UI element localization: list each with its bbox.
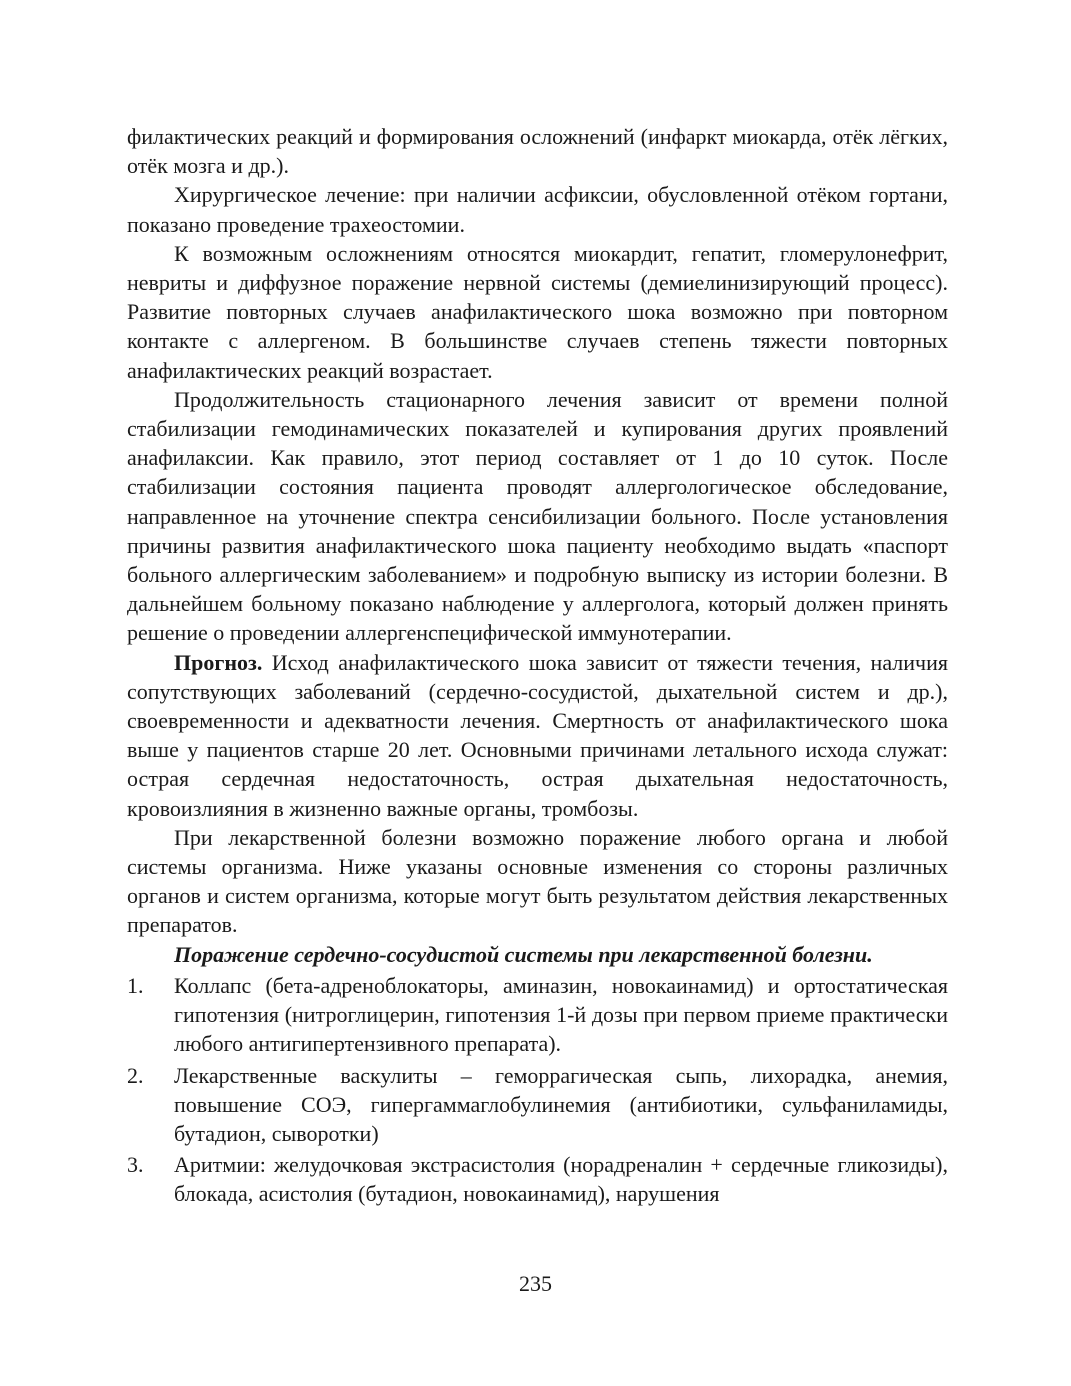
paragraph-continuation: филактических реакций и формирования осложнений (инфаркт миокарда, отёк лёгких, отёк мозга и др.). (127, 124, 948, 179)
page-body (127, 122, 948, 1209)
list-item-number: 1. (127, 972, 144, 998)
list-item (127, 1061, 948, 1149)
prognosis-text: Исход анафилактического шока зависит от тяжести течения, наличия сопутствующих заболеваний (сердечно-сосудистой, дыхательной систем и др.), своевременности и адекватности лечения. Смертность от анафилактического шока выше у пациентов старше 20 лет. Основными причинами летального исхода служат: острая сердечная недостаточность, острая дыхательная недостаточность, кровоизлияния в жизненно важные органы, тромбозы. (127, 649, 948, 821)
list-item-text: Лекарственные васкулиты – геморрагическая сыпь, лихорадка, анемия, повышение СОЭ, гипергаммаглобулинемия (антибиотики, сульфаниламиды, бутадион, сыворотки) (174, 1062, 948, 1146)
list-item (127, 971, 948, 1059)
list-item-number: 3. (127, 1152, 144, 1178)
list-item-text: Коллапс (бета-адреноблокаторы, аминазин, новокаинамид) и ортостатическая гипотензия (нитроглицерин, гипотензия 1-й дозы при первом приеме практически любого антигипертензивного препарата). (174, 972, 948, 1057)
paragraph-prognosis (127, 648, 948, 823)
paragraph-drug-disease: При лекарственной болезни возможно поражение любого органа и любой системы организма. Ниже указаны основные изменения со стороны различных органов и систем организма, которые могут быть результатом действия лекарственных препаратов. (127, 824, 948, 938)
section-heading: Поражение сердечно-сосудистой системы при лекарственной болезни. (174, 941, 873, 967)
page-number: 235 (519, 1271, 552, 1296)
list-item (127, 1150, 948, 1208)
paragraph-surgical-treatment: Хирургическое лечение: при наличии асфиксии, обусловленной отёком гортани, показано проведение трахеостомии. (127, 182, 948, 237)
paragraph-complications: К возможным осложнениям относятся миокардит, гепатит, гломерулонефрит, невриты и диффузное поражение нервной системы (демиелинизирующий процесс). Развитие повторных случаев анафилактического шока возможно при повторном контакте с аллергеном. В большинстве случаев степень тяжести повторных анафилактических реакций возрастает. (127, 240, 948, 383)
list-item-number: 2. (127, 1062, 144, 1088)
prognosis-label: Прогноз. (174, 649, 263, 675)
numbered-list (127, 971, 948, 1209)
list-item-text: Аритмии: желудочковая экстрасистолия (норадреналин + сердечные гликозиды), блокада, асистолия (бутадион, новокаинамид), нарушения (174, 1152, 948, 1207)
paragraph-hospital-duration: Продолжительность стационарного лечения зависит от времени полной стабилизации гемодинамических показателей и купирования других проявлений анафилаксии. Как правило, этот период составляет от 1 до 10 суток. После стабилизации состояния пациента проводят аллергологическое обследование, направленное на уточнение спектра сенсибилизации больного. После установления причины развития анафилактического шока пациенту необходимо выдать «паспорт больного аллергическим заболеванием» и подробную выписку из истории болезни. В дальнейшем больному показано наблюдение у аллерголога, который должен принять решение о проведении аллергенспецифической иммунотерапии. (127, 386, 948, 646)
